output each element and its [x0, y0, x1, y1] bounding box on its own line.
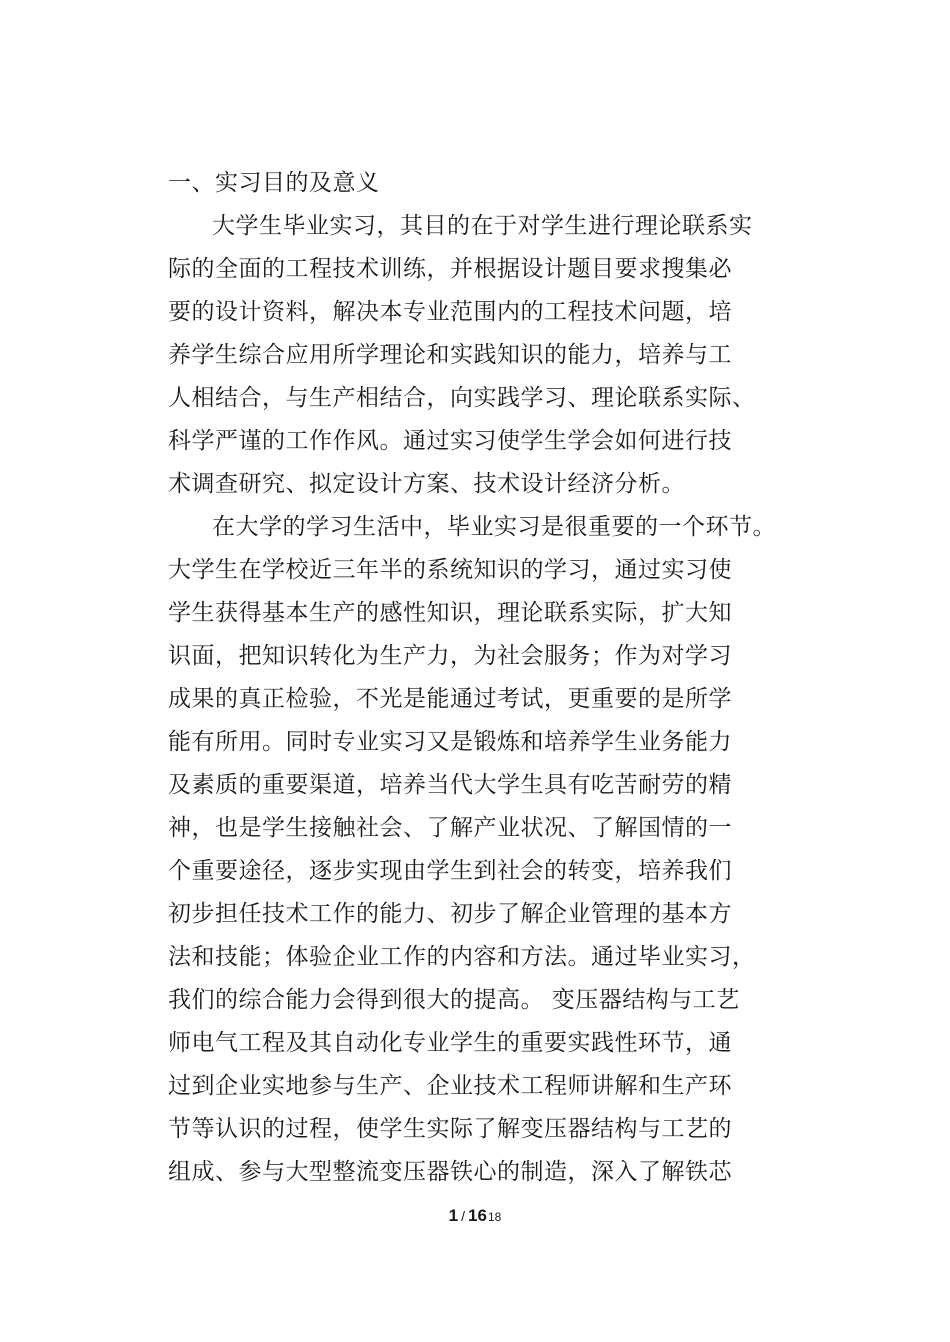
paragraph-line: 学生获得基本生产的感性知识，理论联系实际，扩大知: [168, 600, 732, 626]
paragraph-line: 成果的真正检验，不光是能通过考试，更重要的是所学: [168, 686, 732, 712]
paragraph-line: 节等认识的过程，使学生实际了解变压器结构与工艺的: [168, 1116, 732, 1142]
paragraph-line: 养学生综合应用所学理论和实践知识的能力，培养与工: [168, 342, 732, 368]
paragraph-line: 科学严谨的工作作风。通过实习使学生学会如何进行技: [168, 428, 732, 454]
page-suffix: 18: [487, 1210, 502, 1224]
page-total: 16: [468, 1206, 487, 1225]
paragraph-line: 际的全面的工程技术训练，并根据设计题目要求搜集必: [168, 256, 732, 282]
paragraph-line: 我们的综合能力会得到很大的提高。 变压器结构与工艺: [168, 987, 740, 1013]
paragraph-line: 个重要途径，逐步实现由学生到社会的转变，培养我们: [168, 858, 732, 884]
section-heading: 一、实习目的及意义: [168, 170, 380, 196]
paragraph-line: 神，也是学生接触社会、了解产业状况、了解国情的一: [168, 815, 732, 841]
paragraph-line: 能有所用。同时专业实习又是锻炼和培养学生业务能力: [168, 729, 732, 755]
paragraph-line: 法和技能；体验企业工作的内容和方法。通过毕业实习，: [168, 944, 756, 970]
page-separator: /: [461, 1208, 466, 1224]
paragraph-line: 要的设计资料，解决本专业范围内的工程技术问题，培: [168, 299, 732, 325]
paragraph-line: 组成、参与大型整流变压器铁心的制造，深入了解铁芯: [168, 1159, 732, 1185]
paragraph-line: 在大学的学习生活中，毕业实习是很重要的一个环节。: [212, 514, 776, 540]
paragraph-line: 师电气工程及其自动化专业学生的重要实践性环节，通: [168, 1030, 732, 1056]
paragraph-line: 大学生毕业实习，其目的在于对学生进行理论联系实: [212, 213, 753, 239]
paragraph-line: 过到企业实地参与生产、企业技术工程师讲解和生产环: [168, 1073, 732, 1099]
paragraph-line: 大学生在学校近三年半的系统知识的学习，通过实习使: [168, 557, 732, 583]
paragraph-line: 及素质的重要渠道，培养当代大学生具有吃苦耐劳的精: [168, 772, 732, 798]
paragraph-line: 人相结合，与生产相结合，向实践学习、理论联系实际、: [168, 385, 756, 411]
paragraph-line: 初步担任技术工作的能力、初步了解企业管理的基本方: [168, 901, 732, 927]
page-current: 1: [448, 1206, 459, 1225]
page-number: [0, 1206, 950, 1226]
paragraph-line: 术调查研究、拟定设计方案、技术设计经济分析。: [168, 471, 685, 497]
paragraph-line: 识面，把知识转化为生产力，为社会服务；作为对学习: [168, 643, 732, 669]
